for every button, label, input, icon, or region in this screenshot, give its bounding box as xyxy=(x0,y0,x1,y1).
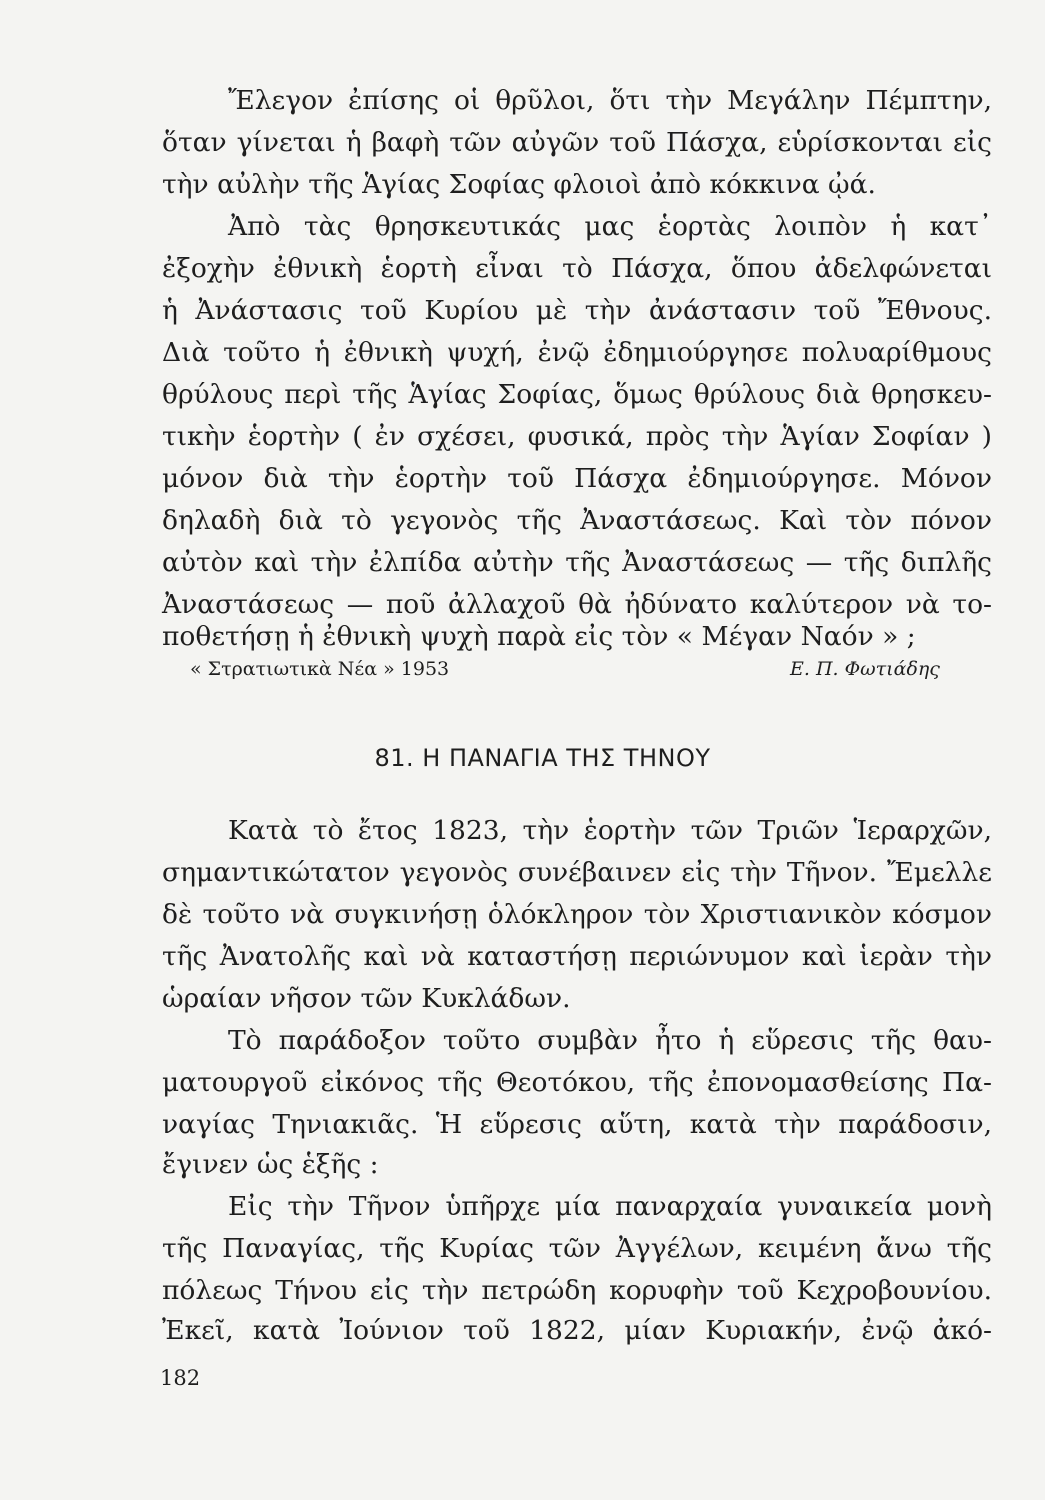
text-line: ναγίας Τηνιακιᾶς. Ἡ εὕρεσις αὕτη, κατὰ τὴν παράδοσιν, xyxy=(162,1109,992,1140)
text-line: τικὴν ἑορτὴν ( ἐν σχέσει, φυσικά, πρὸς τὴν Ἁγίαν Σοφίαν ) xyxy=(162,421,992,452)
chapter-heading: 81. Η ΠΑΝΑΓΙΑ ΤΗΣ ΤΗΝΟΥ xyxy=(374,744,711,772)
text-line: μόνον διὰ τὴν ἑορτὴν τοῦ Πάσχα ἐδημιούργησε. Μόνον xyxy=(162,463,992,494)
text-line: τῆς Ἀνατολῆς καὶ νὰ καταστήσῃ περιώνυμον καὶ ἱερὰν τὴν xyxy=(162,941,992,972)
citation-author: Ε. Π. Φωτιάδης xyxy=(790,658,940,680)
text-line: Ἔλεγον ἐπίσης οἱ θρῦλοι, ὅτι τὴν Μεγάλην Πέμπτην, xyxy=(228,85,992,116)
text-line: δὲ τοῦτο νὰ συγκινήσῃ ὁλόκληρον τὸν Χριστιανικὸν κόσμον xyxy=(162,899,992,930)
text-line: πόλεως Τήνου εἰς τὴν πετρώδη κορυφὴν τοῦ Κεχροβουνίου. xyxy=(162,1275,992,1306)
text-line: ὡραίαν νῆσον τῶν Κυκλάδων. xyxy=(162,983,571,1014)
text-line: Διὰ τοῦτο ἡ ἐθνικὴ ψυχή, ἐνῷ ἐδημιούργησε πολυαρίθμους xyxy=(162,337,992,368)
text-line: ὅταν γίνεται ἡ βαφὴ τῶν αὐγῶν τοῦ Πάσχα, εὑρίσκονται εἰς xyxy=(162,127,992,158)
text-line: τῆς Παναγίας, τῆς Κυρίας τῶν Ἀγγέλων, κειμένη ἄνω τῆς xyxy=(162,1233,992,1264)
text-line: Εἰς τὴν Τῆνον ὑπῆρχε μία παναρχαία γυναικεία μονὴ xyxy=(228,1191,992,1222)
text-line: Ἐκεῖ, κατὰ Ἰούνιον τοῦ 1822, μίαν Κυριακήν, ἐνῷ ἀκό- xyxy=(162,1315,992,1346)
text-line: θρύλους περὶ τῆς Ἁγίας Σοφίας, ὅμως θρύλους διὰ θρησκευ- xyxy=(162,379,992,410)
text-line: ματουργοῦ εἰκόνος τῆς Θεοτόκου, τῆς ἐπονομασθείσης Πα- xyxy=(162,1067,992,1098)
text-line: τὴν αὐλὴν τῆς Ἁγίας Σοφίας φλοιοὶ ἀπὸ κόκκινα ᾠά. xyxy=(162,169,876,200)
text-line: Ἀναστάσεως — ποῦ ἀλλαχοῦ θὰ ἠδύνατο καλύτερον νὰ το- xyxy=(162,589,992,620)
page-number: 182 xyxy=(160,1366,201,1390)
text-line: Κατὰ τὸ ἔτος 1823, τὴν ἑορτὴν τῶν Τριῶν Ἱεραρχῶν, xyxy=(228,815,992,846)
text-line: ἡ Ἀνάστασις τοῦ Κυρίου μὲ τὴν ἀνάστασιν τοῦ Ἔθνους. xyxy=(162,295,992,326)
text-line: αὐτὸν καὶ τὴν ἐλπίδα αὐτὴν τῆς Ἀναστάσεως — τῆς διπλῆς xyxy=(162,547,992,578)
text-line: Ἀπὸ τὰς θρησκευτικάς μας ἑορτὰς λοιπὸν ἡ κατ᾽ xyxy=(228,211,992,242)
text-line: ποθετήσῃ ἡ ἐθνικὴ ψυχὴ παρὰ εἰς τὸν « Μέγαν Ναόν » ; xyxy=(162,621,916,652)
text-line: Τὸ παράδοξον τοῦτο συμβὰν ἦτο ἡ εὕρεσις τῆς θαυ- xyxy=(228,1025,992,1056)
text-line: ἔγινεν ὡς ἑξῆς : xyxy=(162,1149,379,1180)
text-line: σημαντικώτατον γεγονὸς συνέβαινεν εἰς τὴν Τῆνον. Ἔμελλε xyxy=(162,857,992,888)
text-line: δηλαδὴ διὰ τὸ γεγονὸς τῆς Ἀναστάσεως. Καὶ τὸν πόνον xyxy=(162,505,992,536)
text-line: ἐξοχὴν ἐθνικὴ ἑορτὴ εἶναι τὸ Πάσχα, ὅπου ἀδελφώνεται xyxy=(162,253,992,284)
citation-source: « Στρατιωτικὰ Νέα » 1953 xyxy=(190,658,450,680)
